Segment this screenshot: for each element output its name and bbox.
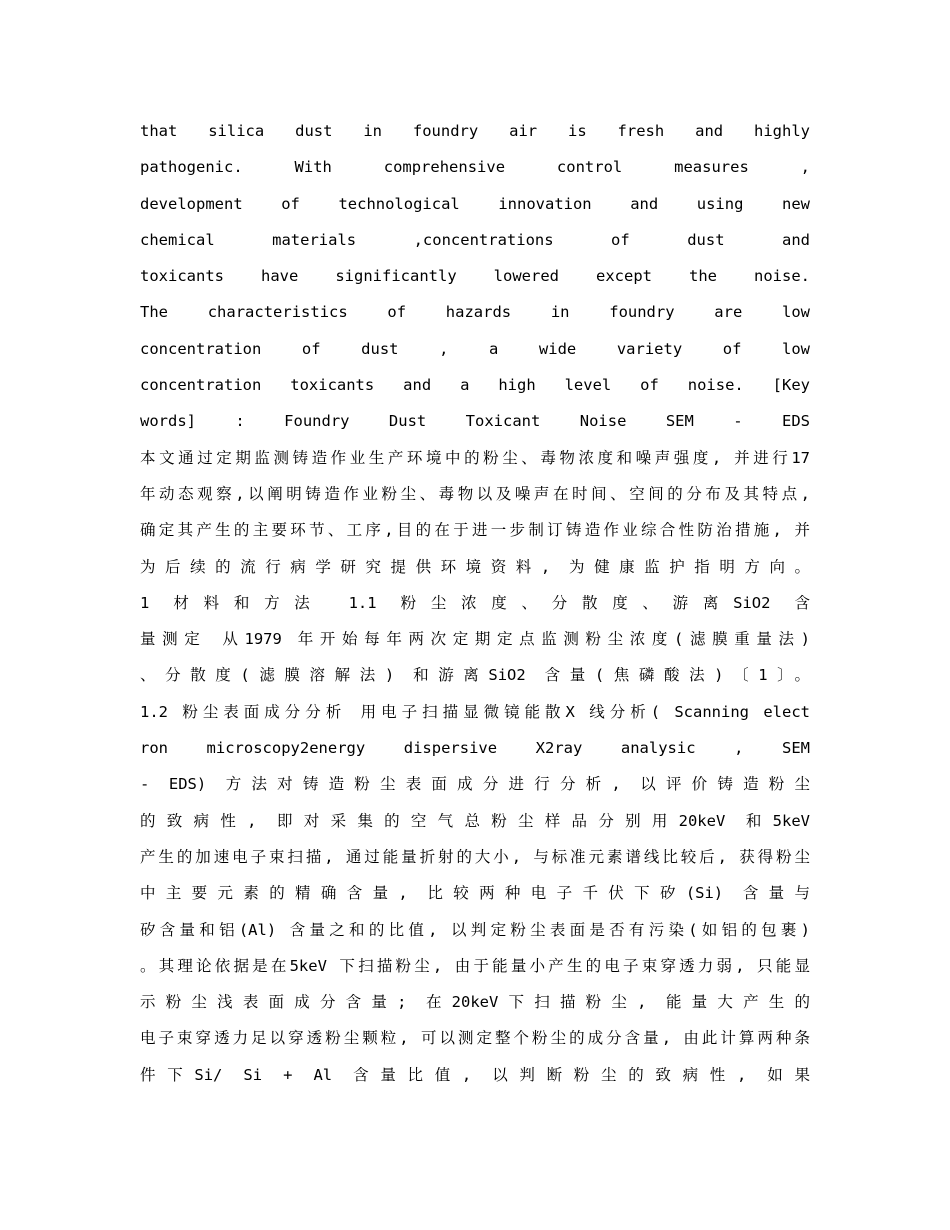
text-line: 件下Si/ Si + Al 含量比值, 以判断粉尘的致病性, 如果 [140, 1065, 810, 1084]
text-line: development of technological innovation and using new [140, 194, 810, 213]
text-line: 为后续的流行病学研究提供环境资料, 为健康监护指明方向。 [140, 557, 810, 576]
text-line: 量测定 从1979 年开始每年两次定期定点监测粉尘浓度(滤膜重量法) [140, 630, 811, 649]
text-line: chemical materials ,concentrations of dust and [140, 230, 810, 249]
text-line: - EDS) 方法对铸造粉尘表面成分进行分析, 以评价铸造粉尘 [140, 775, 810, 794]
text-line: 确定其产生的主要环节、工序,目的在于进一步制订铸造作业综合性防治措施, 并 [140, 521, 810, 540]
text-line: The characteristics of hazards in foundry are low [140, 303, 810, 322]
text-line: toxicants have significantly lowered except the noise. [140, 267, 810, 286]
text-line: 本文通过定期监测铸造作业生产环境中的粉尘、毒物浓度和噪声强度, 并进行17 [140, 448, 810, 467]
text-line: 示粉尘浅表面成分含量; 在20keV下扫描粉尘, 能量大产生的 [140, 993, 810, 1012]
text-line: 产生的加速电子束扫描, 通过能量折射的大小, 与标准元素谱线比较后, 获得粉尘 [140, 847, 810, 866]
text-line: words] : Foundry Dust Toxicant Noise SEM - EDS [140, 412, 810, 431]
text-line: concentration of dust , a wide variety of low [140, 339, 810, 358]
text-line: 、分散度(滤膜溶解法) 和游离SiO2 含量(焦磷酸法)〔1〕。 [140, 666, 810, 685]
text-line: 电子束穿透力足以穿透粉尘颗粒, 可以测定整个粉尘的成分含量, 由此计算两种条 [140, 1029, 810, 1048]
text-line: 的致病性, 即对采集的空气总粉尘样品分别用20keV 和5keV [140, 811, 810, 830]
body-text [140, 113, 810, 1093]
text-line: 。其理论依据是在5keV 下扫描粉尘, 由于能量小产生的电子束穿透力弱, 只能显 [140, 956, 810, 975]
text-line: 1.2 粉尘表面成分分析 用电子扫描显微镜能散X 线分析( Scanning elect [140, 702, 810, 721]
text-line: 年动态观察,以阐明铸造作业粉尘、毒物以及噪声在时间、空间的分布及其特点, [140, 484, 810, 503]
text-line: ron microscopy2energy dispersive X2ray analysic , SEM [140, 739, 810, 758]
text-line: 中主要元素的精确含量, 比较两种电子千伏下矽(Si) 含量与 [140, 884, 810, 903]
text-line: 矽含量和铝(Al) 含量之和的比值, 以判定粉尘表面是否有污染(如铝的包裹) [140, 920, 810, 939]
text-line: concentration toxicants and a high level of noise. [Key [140, 376, 810, 395]
text-line: 1 材料和方法 1.1 粉尘浓度、分散度、游离SiO2 含 [140, 593, 810, 612]
text-line: that silica dust in foundry air is fresh and highly [140, 122, 810, 140]
text-line: pathogenic. With comprehensive control measures , [140, 158, 810, 177]
